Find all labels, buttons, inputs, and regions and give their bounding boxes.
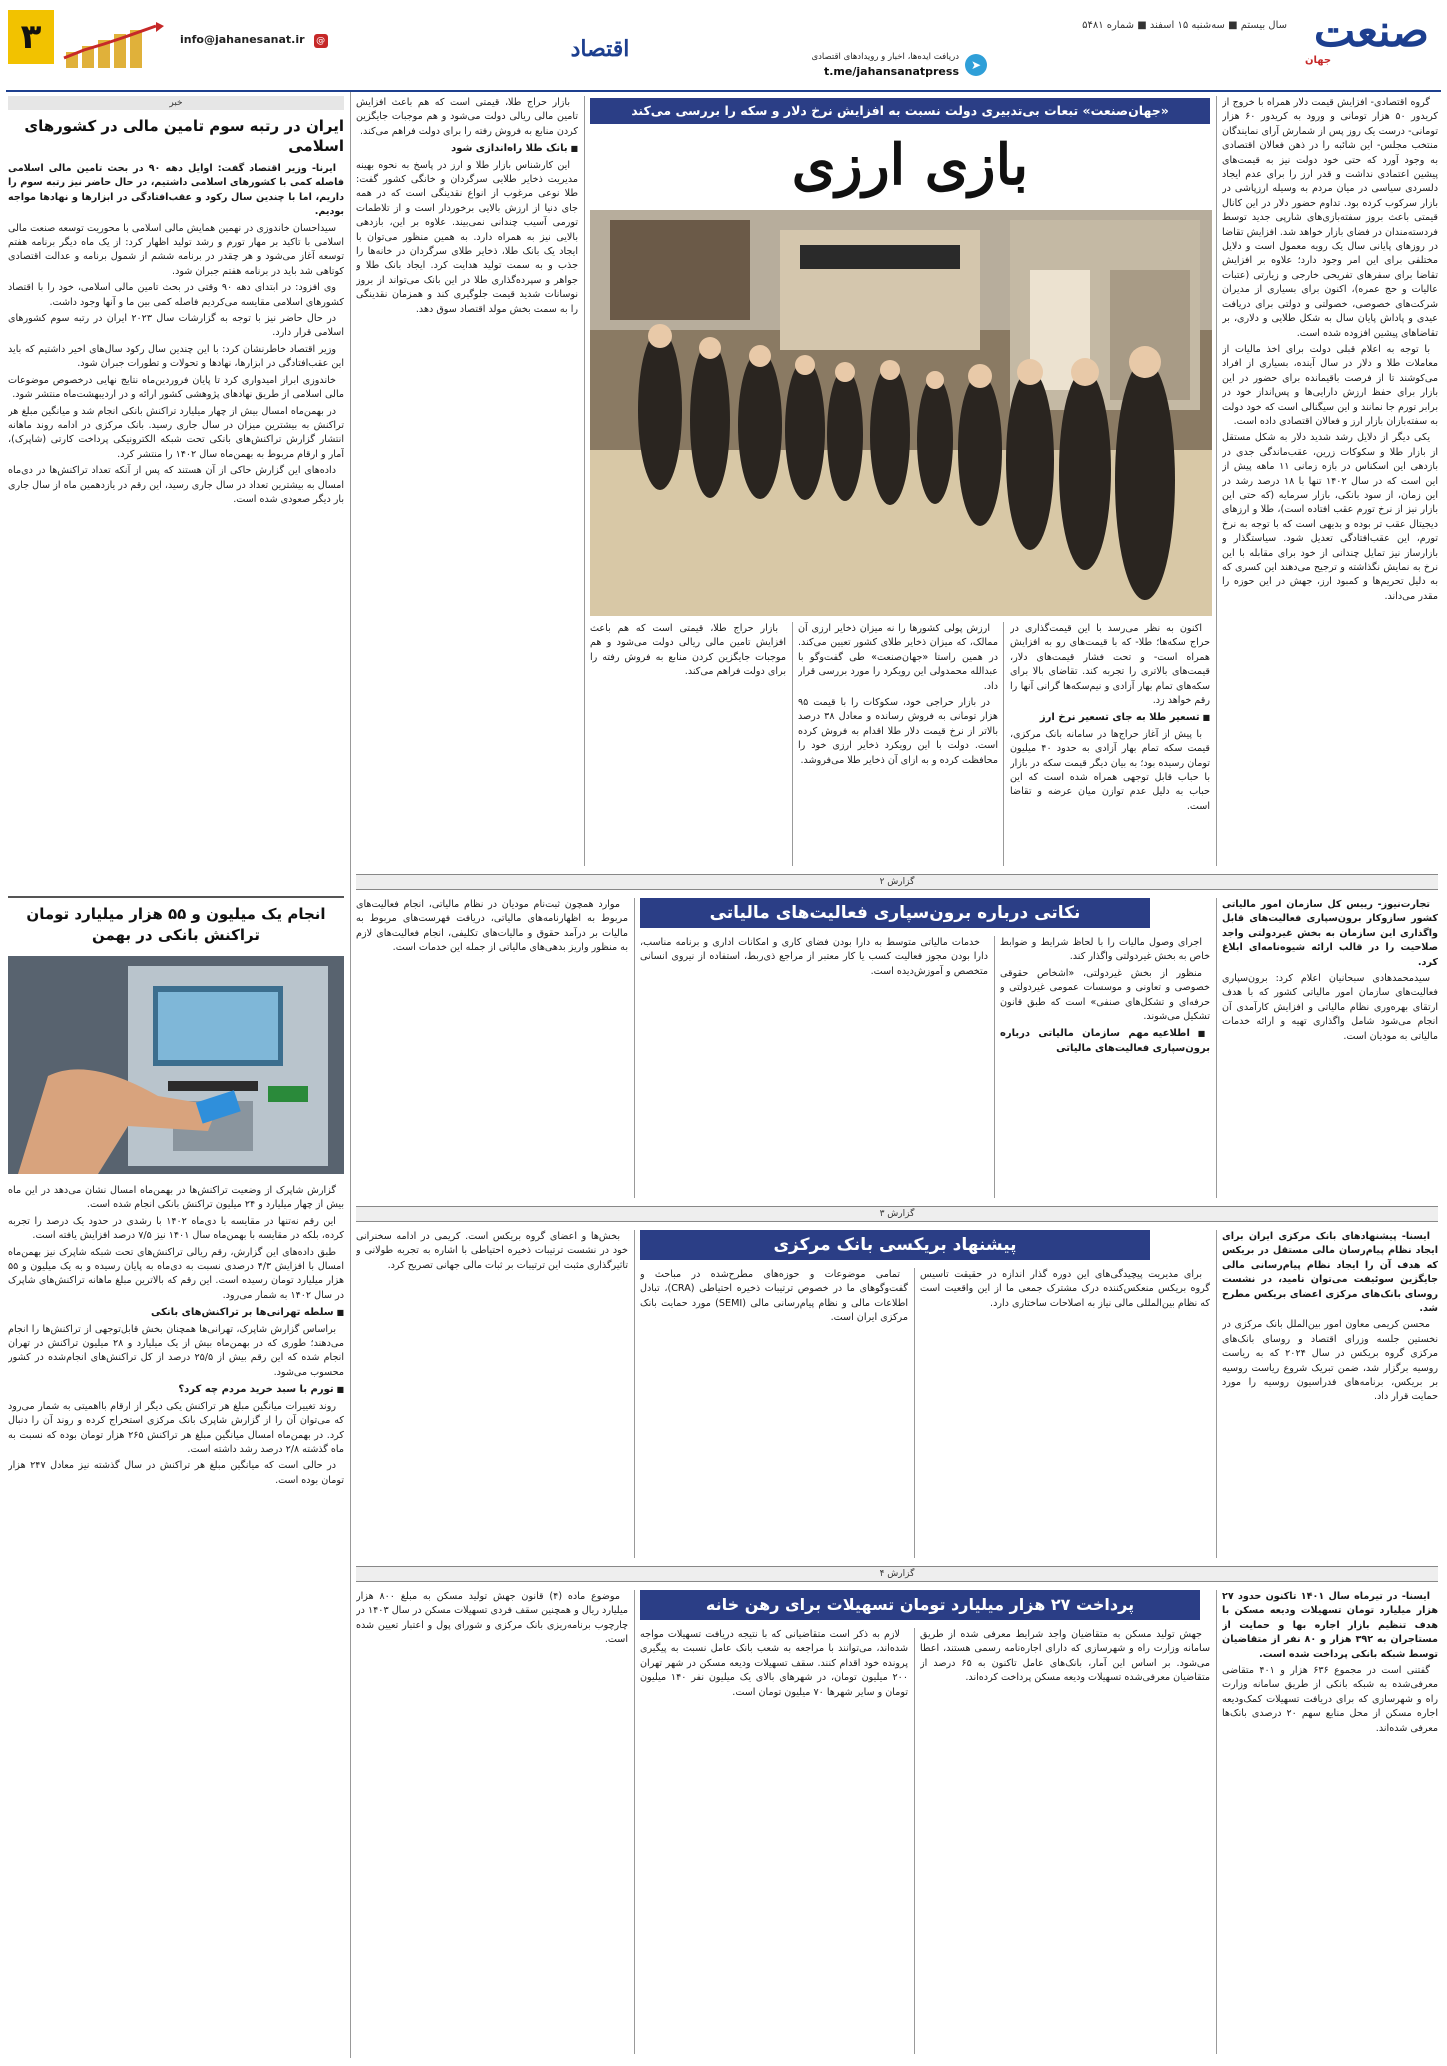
paragraph: این کارشناس بازار طلا و ارز در پاسخ به نحوه بهینه مدیریت ذخایر طلایی سرگردان و خانگی کشور گفت: طلا نوعی مرغوب از انواع نقدینگی است که در همه جای دنیا از ارزش بالایی برخوردار است و از تلاطمات تورمی آسیب چندانی نمی‌بیند. علاوه بر این، بازدهی بالایی نیز به همراه دارد. به همین منظور می‌توان با ایجاد یک بانک طلا، ذخایر طلای سرگردان در خانه‌ها را جذب و به سمت تولید هدایت کرد. ایجاد بانک طلا و جواهر و سپرده‌گذاری طلا در این بانک می‌تواند از بروز نوسانات شدید قیمت جلوگیری کند و همزمان نقدینگی را به سمت بخش مولد اقتصاد سوق دهد. — [356, 159, 578, 315]
paragraph: یکی دیگر از دلایل رشد شدید دلار به شکل مستقل از بازار طلا و سکوکات زرین، عقب‌ماندگی جدی در بازدهی این اسکناس در بازه زمانی ۱۱ ماهه پیش از این است که در سال ۱۴۰۲ تنها با ۱۸ درصد رشد در این زمان، از سود بانکی، بازار سرمایه (که حتی این بازار نیز از نرخ تورم عقب افتاده است)، طلا و ارزهای دیجیتال عقب تر بوده و بدیهی است که با توجه به نرخ تورم، این عقب‌افتادگی تعدیل شود. سیاستگذار و بازارساز نیز تمایل چندانی از خود برای مقابله با این نرخ به نمایش نگذاشته و ترجیح می‌دهند این کسری که به دلیل تحریم‌ها و کمبود ارز، جهش در این حوزه را مقدر می‌داند. — [1222, 432, 1438, 602]
main-story-left-column — [798, 622, 998, 866]
report2-col-1 — [1222, 898, 1438, 1198]
logo-text: صنعت — [1313, 6, 1429, 57]
paragraph: برای مدیریت پیچیدگی‌های این دوره گذار اندازه در حقیقت تاسیس گروه بریکس منعکس‌کننده درک مشترک جمعی ما از این واقعیت است که نظام بین‌المللی مالی نیاز به اصلاحات ساختاری دارد. — [920, 1269, 1210, 1309]
report3-col-3 — [640, 1268, 908, 1558]
email-box[interactable] — [180, 28, 360, 46]
column-divider — [584, 96, 585, 866]
subheading: ■ تورم با سبد خرید مردم چه کرد؟ — [8, 1383, 344, 1397]
paragraph: اجرای وصول مالیات را با لحاظ شرایط و ضوابط خاص به بخش غیردولتی واگذار کند. — [1000, 937, 1210, 963]
report4-title[interactable]: پرداخت ۲۷ هزار میلیارد تومان تسهیلات برای رهن خانه — [640, 1590, 1200, 1620]
report2-col-3 — [640, 936, 988, 1198]
story-title-line1[interactable]: انجام یک میلیون و ۵۵ هزار میلیارد تومان — [26, 905, 326, 923]
story-lead: ایرنا- وزیر اقتصاد گفت: اوایل دهه ۹۰ در بحث تامین مالی اسلامی فاصله کمی با کشورهای اسلامی داشتیم، در حال حاضر نیز رتبه سوم را داریم، اما با چندین سال رکود و عقب‌افتادگی در ابزارها و نهادها مواجه بودیم. — [8, 163, 344, 218]
paragraph: در حالی است که میانگین مبلغ هر تراکنش در سال گذشته نیز معادل ۲۴۷ هزار تومان بوده است. — [8, 1460, 344, 1486]
paragraph: با پیش از آغاز حراج‌ها در سامانه بانک مرکزی، قیمت سکه تمام بهار آزادی به حدود ۴۰ میلیون تومان رسیده بود؛ به بیان دیگر قیمت سکه در بازار با حباب قابل توجهی همراه شده است که این حباب به دلیل عدم توازن میان عرضه و تقاضا است. — [1010, 728, 1210, 812]
telegram-handle[interactable]: t.me/jahansanatpress — [824, 65, 959, 78]
subheading: ■ تسعیر طلا به جای تسعیر نرخ ارز — [1010, 711, 1210, 725]
paragraph: طبق داده‌های این گزارش، رقم ریالی تراکنش‌های تحت شبکه شاپرک نیز بهمن‌ماه امسال با افزایش ۴/۳ درصدی نسبت به دی‌ماه به پایان رسیده و به یک میلیون و ۵۵ هزار میلیارد تومان رسیده است. این رقم که بالاترین مبلغ ماهانه تراکنش‌های شاپرک در سال ۱۴۰۲ به شمار می‌رود. — [8, 1246, 344, 1301]
column-divider — [914, 1268, 915, 1558]
paragraph: محسن کریمی معاون امور بین‌الملل بانک مرکزی در نخستین جلسه وزرای اقتصاد و روسای بانک‌های مرکزی گروه بریکس در سال ۲۰۲۴ که به ریاست روسیه برگزار شد، ضمن تبریک شروع ریاست روسیه بر بریکس، برنامه‌های فدراسیون روسیه را مورد حمایت قرار داد. — [1222, 1319, 1438, 1403]
paragraph: روند تغییرات میانگین مبلغ هر تراکنش یکی دیگر از ارقام بااهمیتی به شمار می‌رود که می‌توان آن را از گزارش شاپرک بانک مرکزی استخراج کرده و روند آن را دنبال کرد. در بهمن‌ماه امسال میانگین مبلغ هر تراکنش ۲۶۵ هزار تومان بوده که نسبت به ماه گذشته ۲/۸ درصد رشد داشته است. — [8, 1400, 344, 1455]
subheading: ■ اطلاعیه مهم سازمان مالیاتی درباره برون‌سپاری فعالیت‌های مالیاتی — [1000, 1027, 1210, 1056]
subheading: ■ سلطه تهرانی‌ها بر تراکنش‌های بانکی — [8, 1306, 344, 1320]
atm-photo — [8, 956, 344, 1174]
left-story-top — [8, 96, 344, 886]
column-divider — [634, 1230, 635, 1558]
column-divider — [1003, 622, 1004, 866]
paragraph: ایسنا- در تیرماه سال ۱۴۰۱ تاکنون حدود ۲۷ هزار میلیارد تومان تسهیلات ودیعه مسکن با هدف تنظیم بازار اجاره بها و حمایت از مستاجران به ۳۹۲ هزار و ۸۰ نفر از متقاضیان توسط شبکه بانکی پرداخت شده است. — [1222, 1591, 1438, 1660]
paragraph: بخش‌ها و اعضای گروه بریکس است. کریمی در ادامه سخنرانی خود در نشست ترتیبات ذخیره احتیاطی با اشاره به تجربه طولانی و تاثیرگذاری مثبت این ترتیبات بر ثبات مالی جهانی تصریح کرد. — [356, 1231, 628, 1271]
paragraph: ایسنا- پیشنهادهای بانک مرکزی ایران برای ایجاد نظام پیام‌رسان مالی مستقل در بریکس که هدف آن را ایجاد نظام پیام‌رسانی مالی جایگزین سوئیفت می‌توان نامید، در نشست روسای بانک‌های مرکزی اعضای بریکس مطرح شد. — [1222, 1231, 1438, 1315]
paragraph: وزیر اقتصاد خاطرنشان کرد: با این چندین سال رکود سال‌های اخیر داشتیم که باید این عقب‌افتادگی در ابزارها، نهادها و تحولات و تطورات جبران شود. — [8, 343, 344, 370]
story-title-line2[interactable]: تراکنش بانکی در بهمن — [91, 926, 261, 944]
left-column-divider — [350, 92, 351, 2058]
paragraph: با توجه به اعلام قبلی دولت برای اخذ مالیات از معاملات طلا و دلار در سال آینده، بسیاری از افراد می‌کوشند تا از فرصت باقیمانده برای حضور در این بازار برای حفظ ارزش دارایی‌ها و پس‌انداز خود در برابر تورم جا نمانند و این سیگنالی است که خود دولت به سفته‌بازان بازار ارز و فعالان اقتصادی داده است. — [1222, 343, 1438, 427]
section-title: اقتصاد — [570, 36, 630, 62]
main-photo-queue — [590, 210, 1212, 616]
logo — [1303, 6, 1433, 68]
report4-col-2 — [920, 1628, 1210, 2054]
story-tag: خبر — [8, 96, 344, 110]
report3-col-1 — [1222, 1230, 1438, 1558]
report3-label: گزارش ۳ — [356, 1206, 1438, 1222]
paragraph: سیداحسان خاندوزی در نهمین همایش مالی اسلامی با محوریت توسعه صنعت مالی اسلامی با تاکید بر مهار تورم و رشد تولید اظهار کرد: از یک ماه دیگر برنامه هفتم توسعه آغاز می‌شود و هر چقدر در برنامه ششم از شمول برنامه و عدالت اقتصادی کوتاهی شد باید در برنامه هفتم جبران شود. — [8, 222, 344, 277]
paragraph: گفتنی است در مجموع ۶۳۶ هزار و ۴۰۱ متقاضی معرفی‌شده به شبکه بانکی از طریق سامانه وزارت راه و شهرسازی که برای دریافت تسهیلات کمک‌ودیعه اجاره مسکن از محل منابع سهم ۲۰ درصدی بانک‌ها معرفی شده‌اند. — [1222, 1665, 1438, 1734]
paragraph: براساس گزارش شاپرک، تهرانی‌ها همچنان بخش قابل‌توجهی از تراکنش‌ها را انجام می‌دهند؛ طوری که در بهمن‌ماه بیش از یک میلیارد و ۲۸ میلیون تراکنش در تهران انجام شده که این رقم بیش از ۲۵/۵ درصد از کل تراکنش‌های انجام‌شده در کشور محسوب می‌شود. — [8, 1323, 344, 1378]
main-story-mid-column — [1010, 622, 1210, 866]
report2-col-4 — [356, 898, 628, 1198]
paragraph: گزارش شاپرک از وضعیت تراکنش‌ها در بهمن‌ماه امسال نشان می‌دهد در این ماه بیش از چهار میلیارد و ۲۴ میلیون تراکنش بانکی انجام شده است. — [8, 1185, 344, 1211]
story-title[interactable]: ایران در رتبه سوم تامین مالی در کشورهای اسلامی — [24, 117, 344, 155]
report4-col-3 — [640, 1628, 908, 2054]
paragraph: جهش تولید مسکن به متقاضیان واجد شرایط معرفی شده از طریق سامانه وزارت راه و شهرسازی که دارای اجاره‌نامه رسمی هستند، اعطا می‌شود. بر اساس این آمار، بانک‌های عامل تاکنون به ۶۵ درصد از متقاضیان معرفی‌شده تسهیلات ودیعه مسکن پرداخت کرده‌اند. — [920, 1629, 1210, 1684]
paragraph: تمامی موضوعات و حوزه‌های مطرح‌شده در مباحث و گفت‌وگوهای ما در خصوص ترتیبات ذخیره احتیاطی (CRA)، تبادل اطلاعات مالی و نظام پیام‌رسانی مالی (SEMI) مورد حمایت بانک مرکزی ایران است. — [640, 1269, 908, 1324]
main-kicker[interactable]: «جهان‌صنعت» تبعات بی‌تدبیری دولت نسبت به افزایش نرخ دلار و سکه را بررسی می‌کند — [590, 98, 1210, 124]
paragraph: اکنون به نظر می‌رسد با این قیمت‌گذاری در حراج سکه‌ها؛ طلا- که با قیمت‌های رو به افزایش همراه است- و تحت فشار قیمت‌های دلار، قیمت‌های بالاتری را تجربه کند. تقاضای بالا برای سکه‌های تمام بهار آزادی و نیم‌سکه‌ها گرانی آنها را رقم خواهد زد. — [1010, 623, 1210, 707]
report3-title[interactable]: پیشنهاد بریکسی بانک مرکزی — [640, 1230, 1150, 1260]
paragraph: ارزش پولی کشورها را نه میزان ذخایر ارزی آن ممالک، که میزان ذخایر طلای کشور تعیین می‌کند. در همین راستا «جهان‌صنعت» طی گفت‌وگو با عبدالله محمدولی این رویکرد را مورد بررسی قرار داد. — [798, 623, 998, 692]
left-story-divider — [8, 896, 344, 898]
paragraph: منظور از بخش غیردولتی، «اشخاص حقوقی خصوصی و تعاونی و موسسات عمومی غیردولتی و حرفه‌ای و تشکل‌های صنفی» است که طبق قانون تشکیل می‌شوند. — [1000, 967, 1210, 1023]
column-divider — [634, 1590, 635, 2054]
report4-col-4 — [356, 1590, 628, 2054]
main-story-inner-column — [590, 622, 786, 866]
paragraph: گروه اقتصادی- افزایش قیمت دلار همراه با خروج از کریدور ۵۰ هزار تومانی و ورود به کریدور ۶۰ هزار تومانی- درست یک روز پس از شمارش آرای نمایندگان منتخب مجلس- این شائبه را در ذهن فعالان اقتصادی به وجود آورد که حتی خود دولت نیز به قیمت‌های پیشین اعتمادی نداشت و قدر ارز را برای عدم ایجاد دلسردی سیاسی در میان مردم به وسیله ارزپاشی در بازار سرکوب کرده بود. تداوم حضور دلار در این کانال قیمتی باعث بروز سفته‌بازی‌های شارپی جدید توسط فردسته‌مندان در فضای بازار خواهد شد. افزایش تقاضا در روزهای پایانی سال یک رویه معمول است و دلایل مختلفی برای این امر وجود دارد؛ علاوه بر افزایش تقاضا برای سفرهای تفریحی خارجی و زیارتی (عتبات عالیات و حج عمره)، اکنون برای بسیاری از مدیران شرکت‌های خصوصی، خصولتی و دولتی برای دریافت عیدی و پاداش پایان سال به شکل طلایی و دلاری، بر تقاضاهای پیشین افزوده شده است. — [1222, 97, 1438, 339]
column-divider — [914, 1628, 915, 2054]
page-number: ۳ — [8, 10, 54, 64]
paragraph: تجارت‌نیوز- رییس کل سازمان امور مالیاتی کشور سازوکار برون‌سپاری فعالیت‌های قابل واگذاری این سازمان به بخش غیردولتی واجد صلاحیت را در قالب ارائه شیوه‌نامه‌ای ابلاغ کرد. — [1222, 899, 1438, 968]
telegram-box[interactable] — [787, 50, 987, 88]
column-divider — [634, 898, 635, 1198]
paragraph: موارد همچون ثبت‌نام مودیان در نظام مالیاتی، انجام فعالیت‌های مربوط به اظهارنامه‌های مالیاتی، دریافت فهرست‌های مربوط به مالیات بر درآمد حقوق و مالیات‌های تکلیفی، انجام فعالیت‌های لازم به منظور واریز بدهی‌های مالیاتی از جمله این خدمات است. — [356, 899, 628, 954]
left-story-bottom — [8, 904, 344, 2054]
paragraph: سیدمحمدهادی سبحانیان اعلام کرد: برون‌سپاری فعالیت‌های سازمان امور مالیاتی کشور که با هدف ارتقای بهره‌وری نظام مالیاتی و افزایش کارآمدی آن انجام می‌شود شامل واگذاری تهیه و ارائه خدمات مالیاتی به مودیان است. — [1222, 973, 1438, 1042]
report2-label: گزارش ۲ — [356, 874, 1438, 890]
subheading: ■ بانک طلا راه‌اندازی شود — [356, 142, 578, 156]
report2-col-2 — [1000, 936, 1210, 1198]
header-rule — [6, 90, 1441, 92]
paragraph: بازار حراج طلا، قیمتی است که هم باعث افزایش تامین مالی ریالی دولت می‌شود و هم موجبات جایگزین کردن منابع به فروش رفته را برای دولت فراهم می‌کند. — [356, 97, 578, 137]
paragraph: خاندوزی ابراز امیدواری کرد تا پایان فروردین‌ماه نتایج نهایی درخصوص موضوعات مالی اسلامی از طریق نهادهای پژوهشی کشور ارائه و در اردیبهشت‌ماه منتشر شود. — [8, 374, 344, 401]
masthead — [0, 0, 1447, 78]
paragraph: داده‌های این گزارش حاکی از آن هستند که پس از آنکه تعداد تراکنش‌ها در دی‌ماه امسال به بیشترین تعداد در سال جاری رسید، این رقم در یازدهمین ماه از سال جاری بار دیگر صعودی شده است. — [8, 465, 344, 505]
column-divider — [994, 936, 995, 1198]
story-body — [8, 162, 344, 902]
column-divider — [1216, 1590, 1217, 2054]
paragraph: بازار حراج طلا، قیمتی است که هم باعث افزایش تامین مالی ریالی دولت می‌شود و هم موجبات جایگزین کردن منابع به فروش رفته را برای دولت فراهم می‌کند. — [590, 623, 786, 678]
report3-col-2 — [920, 1268, 1210, 1558]
column-divider — [1216, 1230, 1217, 1558]
telegram-caption: دریافت ایده‌ها، اخبار و رویدادهای اقتصادی — [811, 52, 959, 62]
paragraph: در بهمن‌ماه امسال بیش از چهار میلیارد تراکنش بانکی انجام شد و میانگین مبلغ هر تراکنش به بیشترین میزان در سال جاری رسید. بانک مرکزی در ادامه روند ماهانه انتشار گزارش تراکنش‌های بانکی تحت شبکه الکترونیکی پرداخت کارتی (شاپرک)، آمار و ارقام مربوط به بهمن‌ماه سال ۱۴۰۲ را منتشر کرد. — [8, 405, 344, 460]
column-divider — [1216, 898, 1217, 1198]
main-story-right-column — [1222, 96, 1438, 866]
column-divider — [792, 622, 793, 866]
mail-icon: @ — [314, 34, 328, 48]
report2-title[interactable]: نکاتی درباره برون‌سپاری فعالیت‌های مالیاتی — [640, 898, 1150, 928]
paragraph: موضوع ماده (۴) قانون جهش تولید مسکن به مبلغ ۸۰۰ هزار میلیارد ریال و همچنین سقف فردی تسهیلات مسکن در سال ۱۴۰۳ در چارچوب برنامه‌ریزی بانک مرکزی و شورای پول و اعتبار تعیین شده است. — [356, 1591, 628, 1646]
paragraph: لازم به ذکر است متقاضیانی که با نتیجه دریافت تسهیلات مواجه شده‌اند، می‌توانند با مراجعه به شعب بانک عامل نسبت به پیگیری پرونده خود اقدام کنند. سقف تسهیلات ودیعه مسکن در شهر تهران ۲۰۰ میلیون تومان، در شهرهای بالای یک میلیون نفر ۱۴۰ میلیون تومان و سایر شهرها ۷۰ میلیون تومان است. — [640, 1629, 908, 1698]
story-body — [8, 1184, 344, 2044]
column-divider — [1216, 96, 1217, 866]
report4-label: گزارش ۴ — [356, 1566, 1438, 1582]
main-title[interactable]: بازی ارزی — [791, 132, 1029, 198]
paragraph: در حال حاضر نیز با توجه به گزارشات سال ۲۰۲۳ ایران در رتبه سوم کشورهای اسلامی قرار دارد. — [8, 313, 344, 339]
report3-col-4 — [356, 1230, 628, 1558]
email-text[interactable]: info@jahanesanat.ir — [180, 33, 305, 46]
issue-meta: سال بیستم ■ سه‌شنبه ۱۵ اسفند ■ شماره ۵۴۸۱ — [1082, 20, 1287, 31]
report4-col-1 — [1222, 1590, 1438, 2054]
telegram-icon: ➤ — [965, 54, 987, 76]
coins-chart-icon — [60, 22, 170, 70]
main-story-continuation-column — [356, 96, 578, 866]
paragraph: خدمات مالیاتی متوسط به دارا بودن فضای کاری و امکانات اداری و برنامه مناسب، دارا بودن مجوز فعالیت کسب یا کار معتبر از مراجع ذی‌ربط، استفاده از نیروی انسانی متخصص و آموزش‌دیده است. — [640, 937, 988, 977]
paragraph: این رقم نه‌تنها در مقایسه با دی‌ماه ۱۴۰۲ با رشدی در حدود یک درصد را تجربه کرده، بلکه در مقایسه با بهمن‌ماه سال ۱۴۰۱ نیز ۷/۵ درصد افزایش یافته است. — [8, 1215, 344, 1242]
paragraph: وی افزود: در ابتدای دهه ۹۰ وقتی در بحث تامین مالی اسلامی، خود را با اقتصاد کشورهای اسلامی مقایسه می‌کردیم فاصله کمی بین ما و آنها وجود داشت. — [8, 282, 344, 308]
logo-subtext: جهان — [1305, 55, 1332, 66]
paragraph: در بازار حراجی خود، سکوکات را با قیمت ۹۵ هزار تومانی به فروش رسانده و معادل ۳۸ درصد بالاتر از نرخ قیمت دلار طلا اقدام به فروش کرده است. دولت با این رویکرد ذخایر ارزی خود را محافظت کرده و به ازای آن ذخایر طلا می‌فروشد. — [798, 697, 998, 766]
